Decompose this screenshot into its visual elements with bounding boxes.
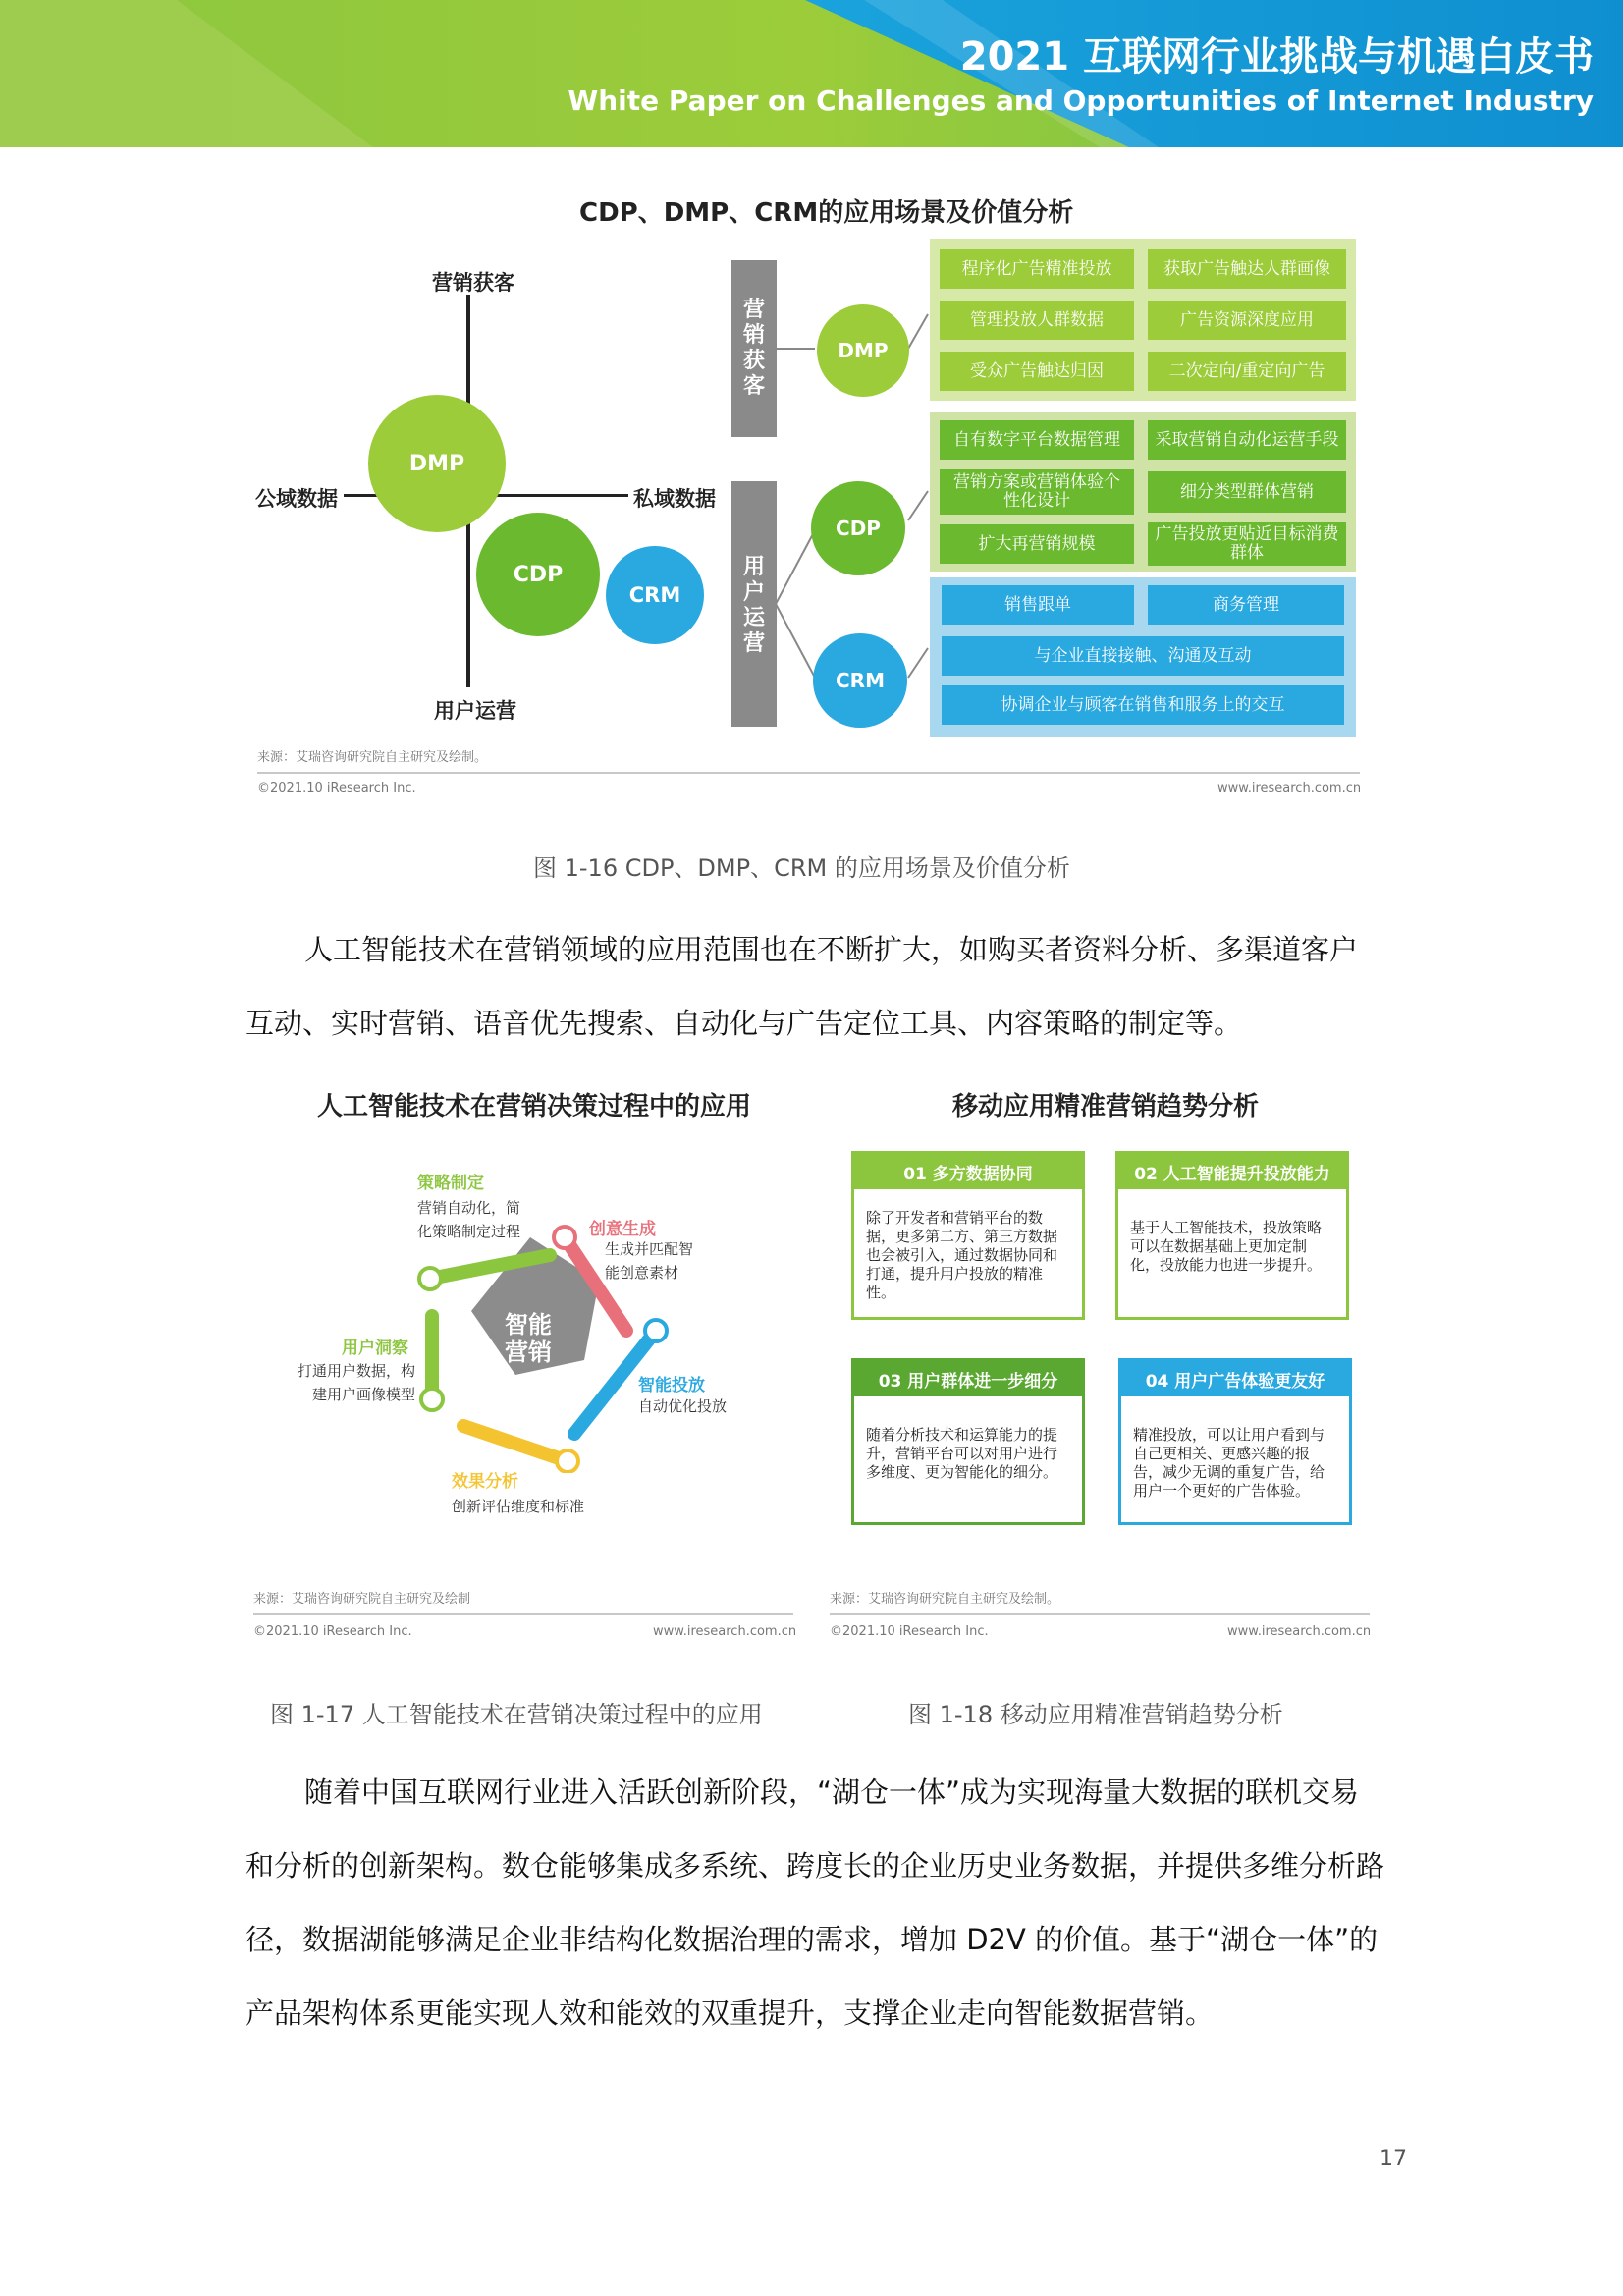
ai-label-insight: 用户洞察	[342, 1339, 408, 1358]
fig16-source: 来源：艾瑞咨询研究院自主研究及绘制。	[257, 750, 488, 765]
trend-card-4	[1118, 1358, 1352, 1525]
segment-analysis	[463, 1426, 568, 1461]
fig17-copyright: ©2021.10 iResearch Inc.	[253, 1624, 412, 1639]
dmp-cell: 广告资源深度应用	[1148, 301, 1346, 340]
trend-card-body: 随着分析技术和运算能力的提升，营销平台可以对用户进行多维度、更为智能化的细分。	[866, 1426, 1058, 1481]
crm-cell: 协调企业与顾客在销售和服务上的交互	[942, 685, 1344, 725]
quadrant-dmp-circle: DMP	[368, 395, 506, 532]
fig18-copyright: ©2021.10 iResearch Inc.	[830, 1624, 989, 1639]
fig18-source: 来源：艾瑞咨询研究院自主研究及绘制。	[830, 1592, 1060, 1607]
trend-card-body: 精准投放，可以让用户看到与自己更相关、更感兴趣的报告，减少无调的重复广告，给用户一个更好的广告体验。	[1133, 1426, 1325, 1500]
cdp-cell: 营销方案或营销体验个性化设计	[940, 469, 1134, 515]
ai-label-delivery: 智能投放	[638, 1376, 705, 1395]
side-cdp-circle: CDP	[811, 481, 905, 575]
ai-desc-insight: 打通用户数据，构 建用户画像模型	[297, 1362, 415, 1403]
crm-cell: 与企业直接接触、沟通及互动	[942, 636, 1344, 676]
trend-card-head: 02 人工智能提升投放能力	[1118, 1154, 1346, 1189]
cdp-cell: 自有数字平台数据管理	[940, 420, 1134, 460]
fig18-divider	[830, 1613, 1370, 1615]
trend-card-2	[1115, 1151, 1349, 1320]
fig17-title: 人工智能技术在营销决策过程中的应用	[317, 1092, 752, 1121]
quadrant-cdp-circle: CDP	[476, 513, 600, 636]
paragraph-lakehouse: 随着中国互联网行业进入活跃创新阶段，“湖仓一体”成为实现海量大数据的联机交易和分析的创新架构。数仓能够集成多系统、跨度长的企业历史业务数据，并提供多维分析路径，数据湖能够满足企业非结构化数据治理的需求，增加 D2V 的价值。基于“湖仓一体”的产品架构体系更能实现人效和能效的双重提升，支撑企业走向智能数据营销。	[245, 1776, 1385, 2030]
cdp-cell: 扩大再营销规模	[940, 524, 1134, 564]
ai-desc-strategy: 营销自动化，简 化策略制定过程	[417, 1199, 521, 1240]
axis-label-right: 私域数据	[633, 487, 716, 511]
trend-card-body: 基于人工智能技术，投放策略可以在数据基础上更加定制化，投放能力也进一步提升。	[1130, 1219, 1323, 1274]
dmp-cell: 管理投放人群数据	[940, 301, 1134, 340]
dmp-cell: 程序化广告精准投放	[940, 249, 1134, 289]
banner-title: 2021 互联网行业挑战与机遇白皮书	[959, 34, 1594, 80]
trend-card-1	[851, 1151, 1085, 1320]
fig16-caption: 图 1-16 CDP、DMP、CRM 的应用场景及价值分析	[533, 854, 1070, 882]
ai-label-analysis: 效果分析	[452, 1472, 518, 1492]
crm-panel	[930, 577, 1356, 737]
axis-label-left: 公域数据	[255, 487, 338, 511]
bar-marketing: 营 销 获 客	[731, 260, 777, 437]
header-banner	[0, 0, 1623, 147]
side-crm-circle: CRM	[813, 633, 907, 728]
trend-card-body: 除了开发者和营销平台的数据，更多第二方、第三方数据也会被引入，通过数据协同和打通，提升用户投放的精准性。	[866, 1209, 1058, 1301]
ai-desc-analysis: 创新评估维度和标准	[452, 1498, 585, 1515]
cdp-cell: 广告投放更贴近目标消费群体	[1148, 522, 1346, 566]
trend-card-head: 03 用户群体进一步细分	[854, 1361, 1082, 1396]
ai-desc-creative: 生成并匹配智 能创意素材	[605, 1240, 694, 1282]
cdp-panel	[930, 412, 1356, 572]
dmp-cell: 获取广告触达人群画像	[1148, 249, 1346, 289]
cdp-cell: 细分类型群体营销	[1148, 471, 1346, 513]
trend-card-head: 04 用户广告体验更友好	[1121, 1361, 1349, 1396]
trend-card-head: 01 多方数据协同	[854, 1154, 1082, 1189]
fig17-source: 来源：艾瑞咨询研究院自主研究及绘制	[253, 1592, 471, 1607]
fig16-divider	[257, 772, 1360, 774]
crm-cell: 商务管理	[1148, 585, 1344, 625]
fig16-title: CDP、DMP、CRM的应用场景及价值分析	[579, 198, 1074, 228]
ai-label-creative: 创意生成	[589, 1220, 656, 1239]
fig18-caption: 图 1-18 移动应用精准营销趋势分析	[908, 1701, 1283, 1728]
paragraph-ai-marketing: 人工智能技术在营销领域的应用范围也在不断扩大，如购买者资料分析、多渠道客户互动、实时营销、语音优先搜索、自动化与广告定位工具、内容策略的制定等。	[245, 933, 1359, 1040]
crm-cell: 销售跟单	[942, 585, 1134, 625]
fig18-title: 移动应用精准营销趋势分析	[952, 1092, 1260, 1121]
fig17-center-label: 智能 营销	[505, 1311, 552, 1366]
axis-label-top: 营销获客	[432, 271, 514, 295]
fig17-divider	[253, 1613, 793, 1615]
ai-desc-delivery: 自动优化投放	[638, 1397, 728, 1415]
cdp-cell: 采取营销自动化运营手段	[1148, 420, 1346, 460]
ai-label-strategy: 策略制定	[417, 1174, 484, 1193]
dmp-cell: 二次定向/重定向广告	[1148, 352, 1346, 391]
quadrant-crm-circle: CRM	[606, 546, 704, 644]
fig16-website: www.iresearch.com.cn	[1217, 781, 1362, 795]
fig18-website: www.iresearch.com.cn	[1227, 1624, 1372, 1639]
fig16-copyright: ©2021.10 iResearch Inc.	[257, 781, 416, 795]
axis-label-bottom: 用户运营	[434, 699, 516, 723]
dmp-cell: 受众广告触达归因	[940, 352, 1134, 391]
trend-card-3	[851, 1358, 1085, 1525]
banner-subtitle: White Paper on Challenges and Opportunities of Internet Industry	[568, 84, 1594, 117]
fig17-caption: 图 1-17 人工智能技术在营销决策过程中的应用	[270, 1701, 763, 1728]
side-dmp-circle: DMP	[817, 304, 909, 397]
bar-user-ops: 用 户 运 营	[731, 481, 777, 727]
page-number: 17	[1380, 2147, 1407, 2171]
dmp-panel	[930, 239, 1356, 401]
fig17-website: www.iresearch.com.cn	[653, 1624, 797, 1639]
